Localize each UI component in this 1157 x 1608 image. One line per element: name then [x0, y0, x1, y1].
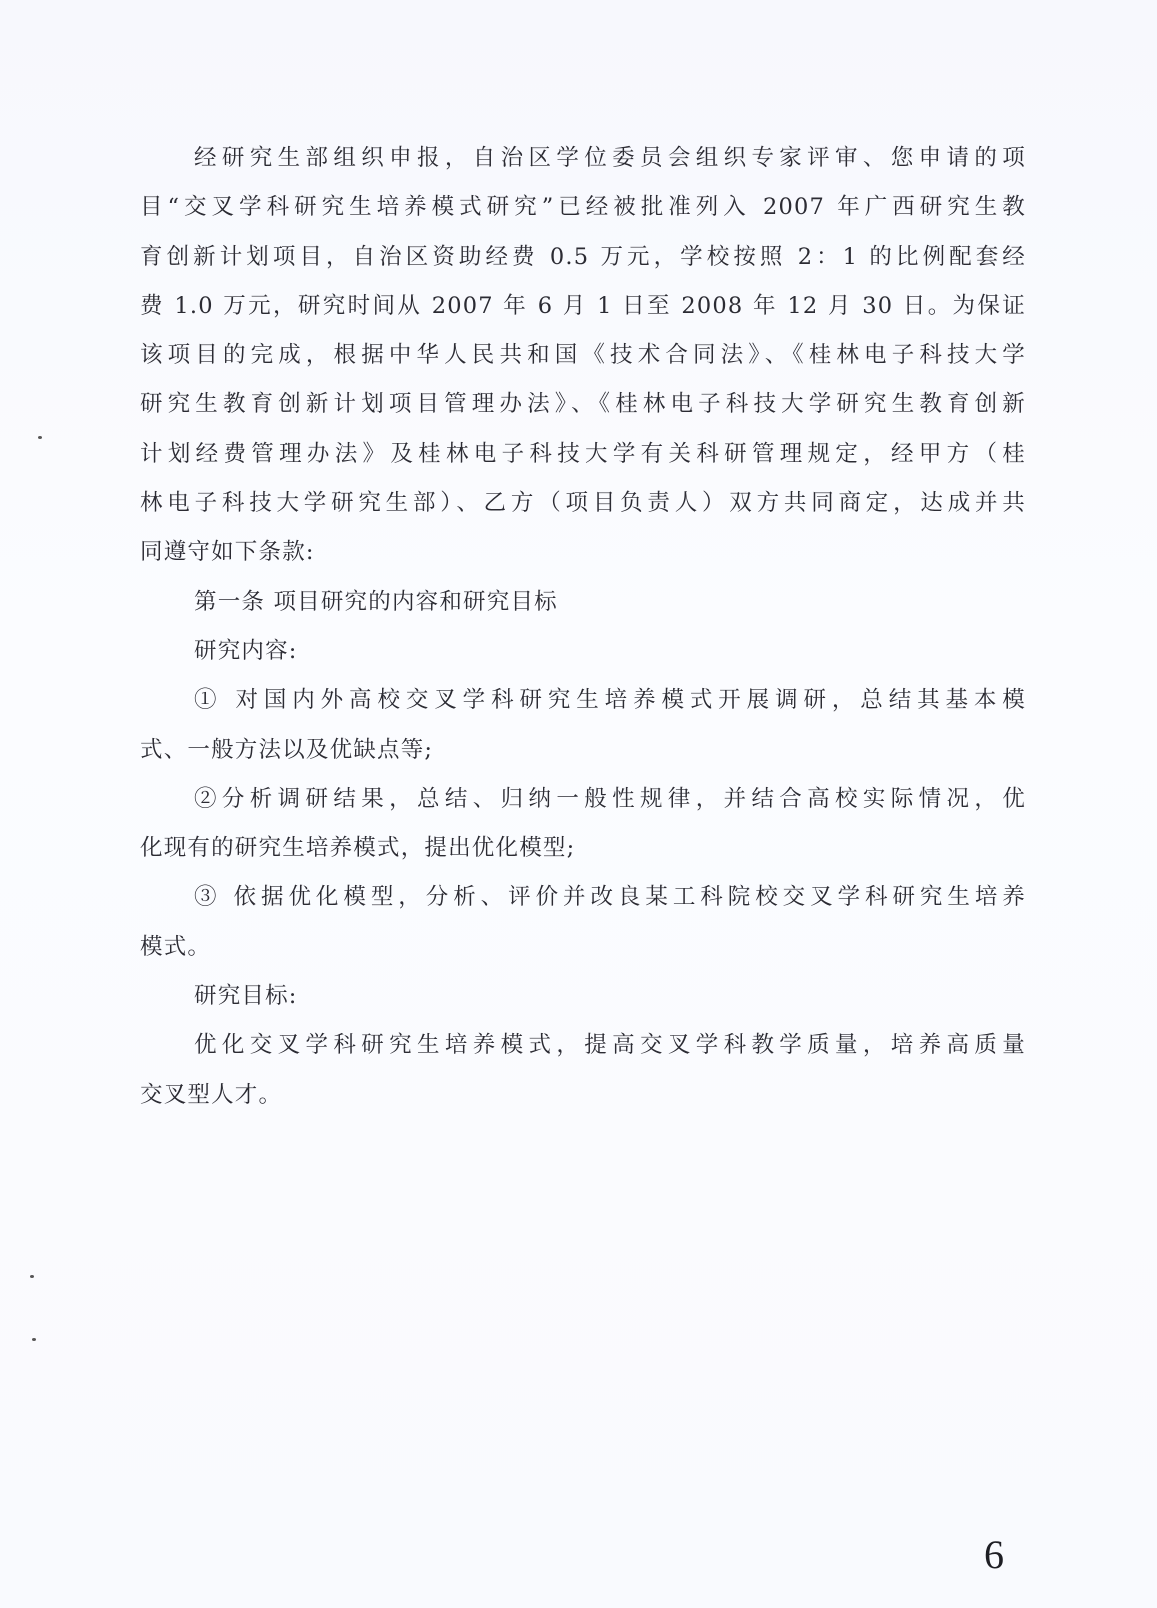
scan-speck	[32, 1338, 36, 1341]
list-item-line: 化现有的研究生培养模式，提出优化模型;	[140, 835, 576, 862]
paragraph-line: 育创新计划项目，自治区资助经费 0.5 万元，学校按照 2：1 的比例配套经	[140, 243, 1026, 270]
paragraph-line: 同遵守如下条款:	[140, 539, 315, 566]
list-item-line: ②分析调研结果，总结、归纳一般性规律，并结合高校实际情况，优	[194, 785, 1026, 812]
paragraph-line: 计划经费管理办法》及桂林电子科技大学有关科研管理规定，经甲方（桂	[140, 440, 1026, 467]
list-item-line: ① 对国内外高校交叉学科研究生培养模式开展调研，总结其基本模	[194, 687, 1026, 714]
paragraph-line: 林电子科技大学研究生部）、乙方（项目负责人）双方共同商定，达成并共	[140, 490, 1026, 517]
page-number: 6	[984, 1532, 1004, 1577]
section-label: 研究目标:	[194, 983, 298, 1010]
paragraph-line: 经研究生部组织申报，自治区学位委员会组织专家评审、您申请的项	[194, 145, 1026, 171]
section-label: 研究内容:	[194, 637, 298, 664]
list-item-line: 式、一般方法以及优缺点等;	[140, 736, 434, 763]
paragraph-line: 目“交叉学科研究生培养模式研究”已经被批准列入 2007 年广西研究生教	[140, 194, 1026, 221]
list-item-line: ③ 依据优化模型，分析、评价并改良某工科院校交叉学科研究生培养	[194, 884, 1026, 911]
paragraph-line: 费 1.0 万元，研究时间从 2007 年 6 月 1 日至 2008 年 12 月 30 日。为保证	[140, 292, 1026, 319]
scan-speck	[38, 436, 42, 439]
article-heading: 第一条 项目研究的内容和研究目标	[194, 588, 558, 615]
paragraph-line: 优化交叉学科研究生培养模式，提高交叉学科教学质量，培养高质量	[194, 1032, 1026, 1059]
paragraph-line: 该项目的完成，根据中华人民共和国《技术合同法》、《桂林电子科技大学	[140, 342, 1026, 369]
body-text	[140, 134, 1026, 1120]
paragraph-line: 交叉型人才。	[140, 1081, 283, 1108]
scan-speck	[30, 1275, 34, 1278]
list-item-line: 模式。	[140, 933, 212, 960]
paragraph-line: 研究生教育创新计划项目管理办法》、《桂林电子科技大学研究生教育创新	[140, 391, 1026, 418]
